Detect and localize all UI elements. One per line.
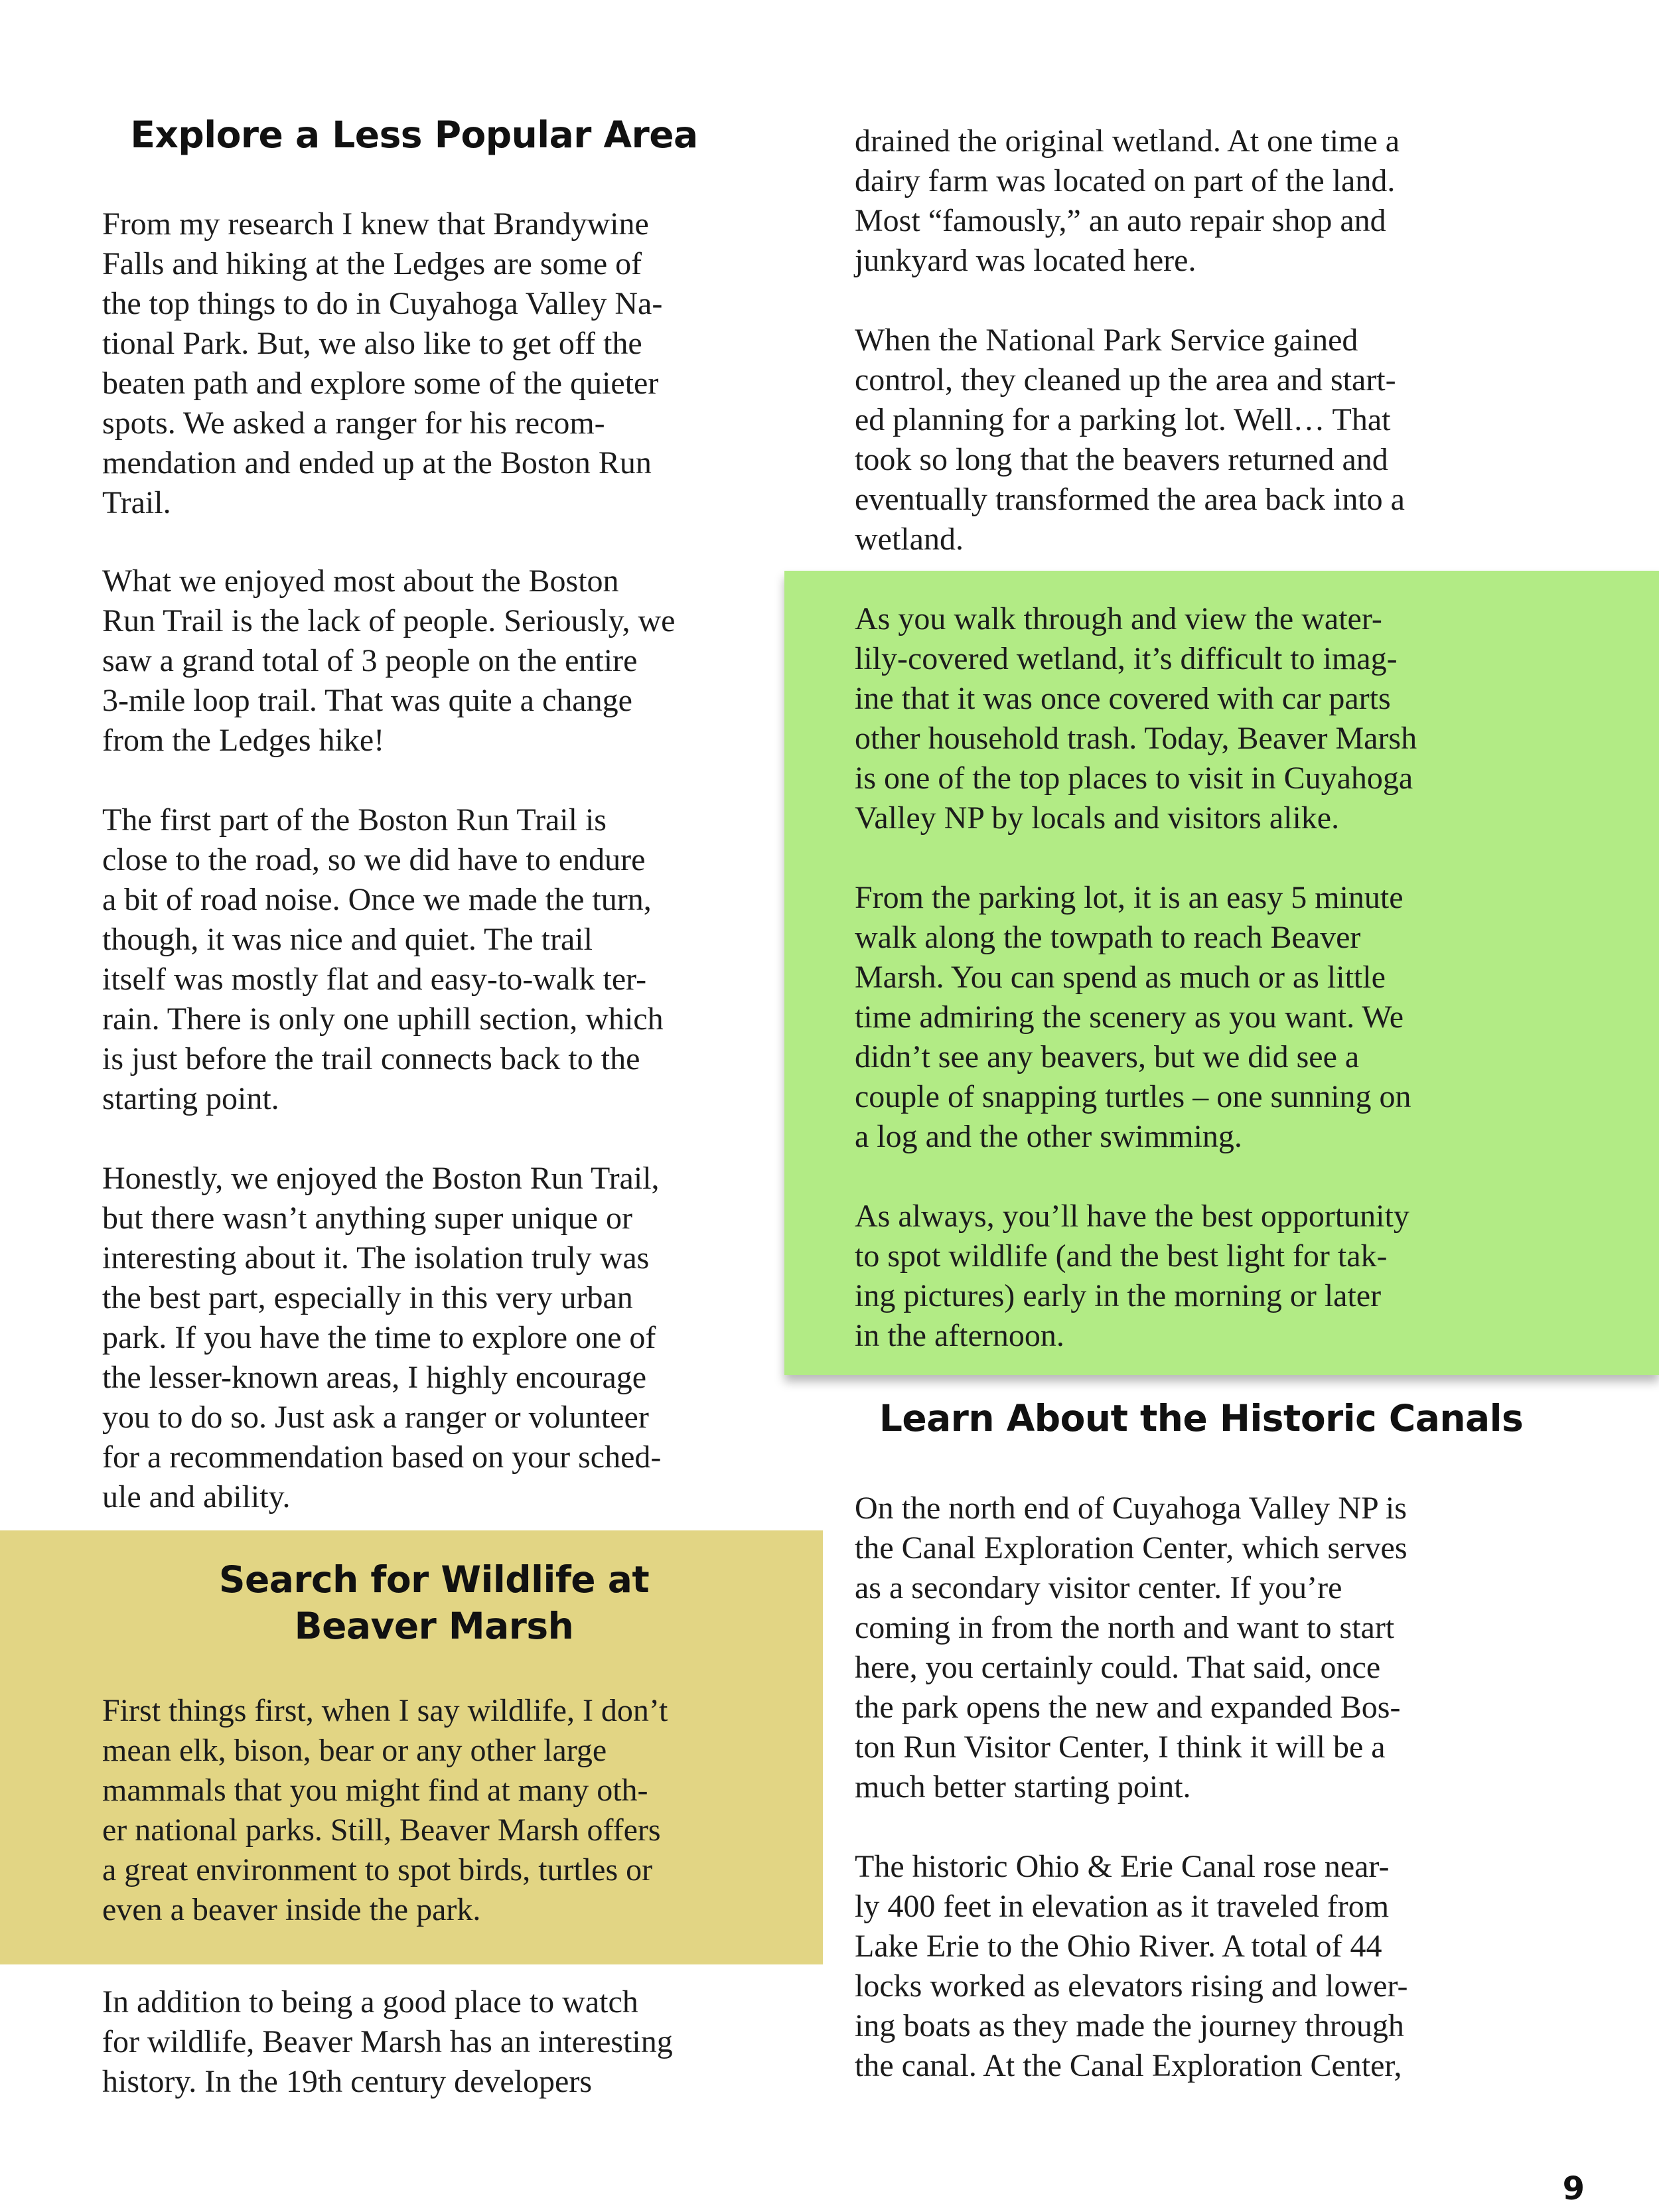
text-line: drained the original wetland. At one time a xyxy=(855,123,1400,159)
text-line: locks worked as elevators rising and lower- xyxy=(855,1968,1408,2004)
text-line: ton Run Visitor Center, I think it will be a xyxy=(855,1730,1386,1765)
text-line: dairy farm was located on part of the land. xyxy=(855,163,1396,198)
text-line: rain. There is only one uphill section, which xyxy=(102,1001,664,1037)
paragraph xyxy=(855,121,1400,281)
text-line: for a recommendation based on your sched- xyxy=(102,1439,662,1475)
text-line: control, they cleaned up the area and start- xyxy=(855,362,1396,398)
paragraph xyxy=(855,878,1411,1157)
paragraph xyxy=(102,800,664,1119)
heading-canals: Learn About the Historic Canals xyxy=(879,1397,1524,1439)
text-line: ule and ability. xyxy=(102,1479,291,1514)
text-line: but there wasn’t anything super unique or xyxy=(102,1201,632,1236)
text-line: Most “famously,” an auto repair shop and xyxy=(855,203,1386,238)
text-line: is just before the trail connects back to the xyxy=(102,1041,640,1076)
text-line: mammals that you might find at many oth- xyxy=(102,1773,648,1808)
paragraph xyxy=(855,599,1417,838)
text-line: lily-covered wetland, it’s difficult to imag- xyxy=(855,641,1398,676)
text-line: walk along the towpath to reach Beaver xyxy=(855,920,1361,955)
text-line: a bit of road noise. Once we made the turn, xyxy=(102,882,652,917)
text-line: er national parks. Still, Beaver Marsh offers xyxy=(102,1812,661,1848)
text-line: the top things to do in Cuyahoga Valley Na- xyxy=(102,286,663,321)
text-line: Honestly, we enjoyed the Boston Run Trail, xyxy=(102,1161,660,1196)
text-line: mendation and ended up at the Boston Run xyxy=(102,445,652,480)
text-line: interesting about it. The isolation truly was xyxy=(102,1240,650,1276)
text-line: In addition to being a good place to watch xyxy=(102,1984,638,2020)
text-line: Falls and hiking at the Ledges are some of xyxy=(102,246,642,281)
text-line: you to do so. Just ask a ranger or volunteer xyxy=(102,1400,649,1435)
paragraph xyxy=(102,1982,673,2102)
paragraph xyxy=(855,321,1405,559)
text-line: the best part, especially in this very urban xyxy=(102,1280,633,1315)
text-line: history. In the 19th century developers xyxy=(102,2064,593,2099)
text-line: didn’t see any beavers, but we did see a xyxy=(855,1039,1360,1074)
heading-explore: Explore a Less Popular Area xyxy=(130,113,698,156)
text-line: from the Ledges hike! xyxy=(102,723,385,758)
text-line: spots. We asked a ranger for his recom- xyxy=(102,406,605,441)
paragraph xyxy=(102,1159,661,1517)
text-line: tional Park. But, we also like to get off the xyxy=(102,326,642,361)
text-line: as a secondary visitor center. If you’re xyxy=(855,1570,1342,1605)
text-line: wetland. xyxy=(855,522,964,557)
text-line: saw a grand total of 3 people on the entire xyxy=(102,643,638,678)
paragraph xyxy=(102,1691,668,1930)
text-line: itself was mostly flat and easy-to-walk ter- xyxy=(102,962,647,997)
text-line: took so long that the beavers returned and xyxy=(855,442,1388,477)
text-line: Valley NP by locals and visitors alike. xyxy=(855,800,1340,836)
heading-line: Beaver Marsh xyxy=(294,1605,574,1647)
text-line: 3-mile loop trail. That was quite a change xyxy=(102,683,632,718)
text-line: eventually transformed the area back into a xyxy=(855,482,1405,517)
text-line: ly 400 feet in elevation as it traveled from xyxy=(855,1889,1390,1924)
text-line: a great environment to spot birds, turtles or xyxy=(102,1852,653,1887)
text-line: though, it was nice and quiet. The trail xyxy=(102,922,593,957)
text-line: other household trash. Today, Beaver Marsh xyxy=(855,721,1417,756)
text-line: ed planning for a parking lot. Well… That xyxy=(855,402,1391,437)
text-line: Trail. xyxy=(102,485,171,520)
text-line: Marsh. You can spend as much or as little xyxy=(855,960,1386,995)
text-line: coming in from the north and want to start xyxy=(855,1610,1395,1645)
text-line: couple of snapping turtles – one sunning on xyxy=(855,1079,1411,1114)
paragraph xyxy=(855,1197,1409,1356)
text-line: park. If you have the time to explore one of xyxy=(102,1320,656,1355)
paragraph xyxy=(855,1847,1407,2086)
text-line: ing pictures) early in the morning or later xyxy=(855,1278,1382,1313)
text-line: close to the road, so we did have to endure xyxy=(102,842,646,877)
text-line: is one of the top places to visit in Cuyahoga xyxy=(855,761,1413,796)
text-line: the canal. At the Canal Exploration Center, xyxy=(855,2048,1402,2083)
paragraph xyxy=(855,1489,1407,1807)
text-line: much better starting point. xyxy=(855,1769,1191,1805)
text-line: mean elk, bison, bear or any other large xyxy=(102,1733,607,1768)
text-line: The historic Ohio & Erie Canal rose near- xyxy=(855,1849,1390,1884)
text-line: First things first, when I say wildlife, I don’t xyxy=(102,1693,668,1728)
heading-wildlife xyxy=(102,1556,766,1649)
text-line: The first part of the Boston Run Trail is xyxy=(102,802,607,838)
text-line: junkyard was located here. xyxy=(855,243,1196,278)
text-line: Run Trail is the lack of people. Seriously, we xyxy=(102,603,676,638)
text-line: Lake Erie to the Ohio River. A total of 44 xyxy=(855,1929,1382,1964)
text-line: From the parking lot, it is an easy 5 minute xyxy=(855,880,1404,915)
text-line: for wildlife, Beaver Marsh has an interesting xyxy=(102,2024,673,2059)
text-line: What we enjoyed most about the Boston xyxy=(102,563,619,599)
text-line: to spot wildlife (and the best light for tak- xyxy=(855,1238,1388,1274)
text-line: As you walk through and view the water- xyxy=(855,601,1382,636)
heading-line: Search for Wildlife at xyxy=(218,1558,650,1601)
text-line: a log and the other swimming. xyxy=(855,1119,1242,1154)
text-line: On the north end of Cuyahoga Valley NP is xyxy=(855,1491,1407,1526)
text-line: the lesser-known areas, I highly encourage xyxy=(102,1360,647,1395)
text-line: beaten path and explore some of the quieter xyxy=(102,366,659,401)
text-line: here, you certainly could. That said, once xyxy=(855,1650,1381,1685)
text-line: ine that it was once covered with car parts xyxy=(855,681,1391,716)
text-line: When the National Park Service gained xyxy=(855,323,1358,358)
text-line: ing boats as they made the journey through xyxy=(855,2008,1404,2043)
text-line: starting point. xyxy=(102,1081,279,1116)
paragraph xyxy=(102,204,662,523)
text-line: even a beaver inside the park. xyxy=(102,1892,481,1927)
paragraph xyxy=(102,561,675,761)
text-line: the park opens the new and expanded Bos- xyxy=(855,1690,1401,1725)
text-line: the Canal Exploration Center, which serves xyxy=(855,1530,1407,1566)
page-number: 9 xyxy=(1562,2170,1585,2207)
text-line: From my research I knew that Brandywine xyxy=(102,206,649,242)
text-line: As always, you’ll have the best opportunity xyxy=(855,1199,1409,1234)
text-line: in the afternoon. xyxy=(855,1318,1064,1353)
text-line: time admiring the scenery as you want. We xyxy=(855,999,1404,1035)
